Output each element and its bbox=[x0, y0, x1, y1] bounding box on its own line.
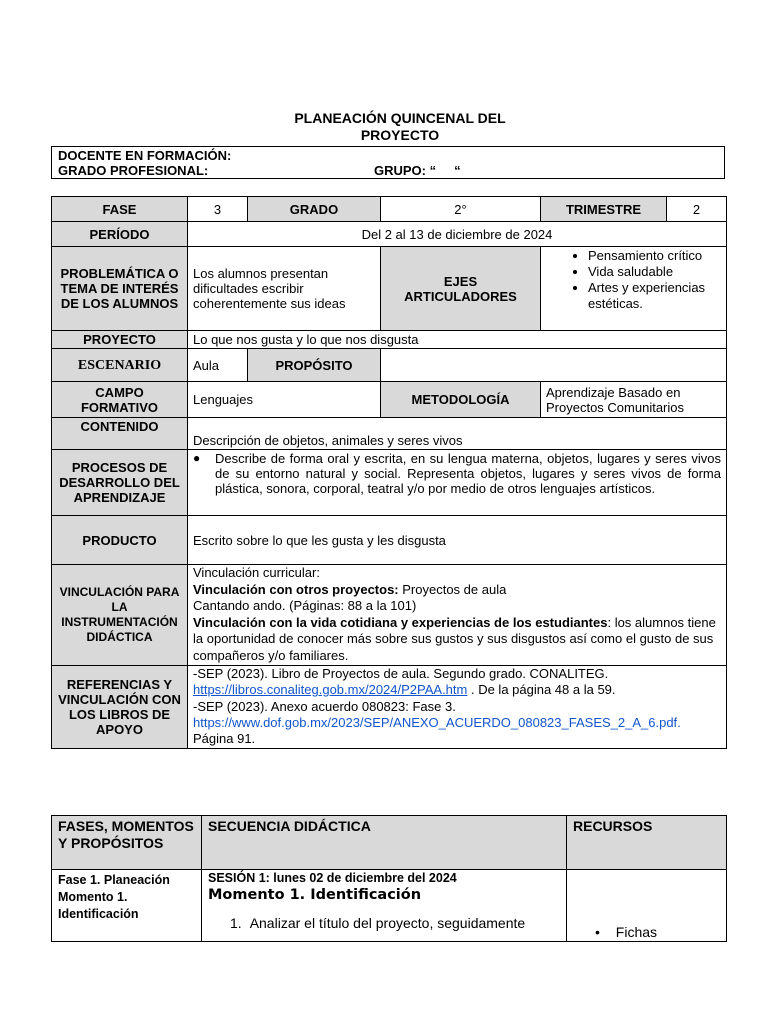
vinculacion-label: VINCULACIÓN PARA LA INSTRUMENTACIÓN DIDÁCTICA bbox=[52, 565, 188, 666]
producto-value: Escrito sobre lo que les gusta y les disgusta bbox=[188, 516, 727, 565]
trimestre-value: 2 bbox=[667, 197, 727, 222]
escenario-value: Aula bbox=[188, 349, 248, 382]
step-number: 1. bbox=[230, 915, 242, 931]
referencias-cell bbox=[188, 666, 727, 749]
sequence-table bbox=[51, 815, 727, 942]
step-text: Analizar el título del proyecto, seguidamente bbox=[249, 915, 526, 931]
ref-libro: -SEP (2023). Libro de Proyectos de aula. Segundo grado. CONALITEG. bbox=[193, 666, 609, 681]
contenido-value: Descripción de objetos, animales y seres vivos bbox=[188, 418, 727, 450]
fase-label: FASE bbox=[52, 197, 188, 222]
recursos-header: RECURSOS bbox=[567, 816, 727, 870]
row-escenario bbox=[52, 349, 727, 382]
vinc-vida-value: : los alumnos tiene la oportunidad de conocer más sobre sus gustos y sus disgustos así como el gusto de sus compañeros y/o familiares. bbox=[193, 614, 716, 663]
grado-profesional-label: GRADO PROFESIONAL: bbox=[58, 163, 209, 178]
ref-anexo: -SEP (2023). Anexo acuerdo 080823: Fase 3. bbox=[193, 698, 456, 714]
title-line-1: PLANEACIÓN QUINCENAL DEL bbox=[294, 110, 506, 126]
trimestre-label: TRIMESTRE bbox=[541, 197, 667, 222]
planning-table bbox=[51, 196, 727, 749]
eje-item: • Artes y experiencias estéticas. bbox=[588, 280, 721, 312]
grupo-label: GRUPO: “ “ bbox=[374, 163, 461, 178]
row-problematica bbox=[52, 247, 727, 331]
docente-box bbox=[51, 146, 725, 179]
ref-pagina: Página 91. bbox=[193, 731, 256, 747]
fase-momento: Fase 1. Planeación Momento 1. Identificación bbox=[52, 870, 202, 942]
row-producto bbox=[52, 516, 727, 565]
campo-label: CAMPO FORMATIVO bbox=[52, 382, 188, 418]
producto-label: PRODUCTO bbox=[52, 516, 188, 565]
grado-label: GRADO bbox=[248, 197, 381, 222]
escenario-label: ESCENARIO bbox=[52, 349, 188, 382]
pda-label: PROCESOS DE DESARROLLO DEL APRENDIZAJE bbox=[52, 450, 188, 516]
secuencia-header: SECUENCIA DIDÁCTICA bbox=[202, 816, 567, 870]
vinc-vida bbox=[193, 615, 721, 665]
pda-value: Describe de forma oral y escrita, en su lengua materna, objetos, lugares y seres vivos de su entorno natural y social. Representa objetos, lugares y seres vivos de forma plástica, sonora, corporal, teatral y/o por medio de otros lenguajes artísticos. bbox=[215, 451, 721, 496]
campo-value: Lenguajes bbox=[188, 382, 381, 418]
row-vinculacion bbox=[52, 565, 727, 666]
row-fase bbox=[52, 197, 727, 222]
ref-pages: . De la página 48 a la 59. bbox=[467, 682, 616, 698]
ejes-list bbox=[546, 248, 721, 312]
proyecto-value: Lo que nos gusta y lo que nos disgusta bbox=[188, 331, 727, 349]
metodologia-label: METODOLOGÍA bbox=[381, 382, 541, 418]
row-pda bbox=[52, 450, 727, 516]
fases-header: FASES, MOMENTOS Y PROPÓSITOS bbox=[52, 816, 202, 870]
proposito-value bbox=[381, 349, 727, 382]
docente-label: DOCENTE EN FORMACIÓN: bbox=[58, 148, 232, 163]
proyecto-label: PROYECTO bbox=[52, 331, 188, 349]
row-campo bbox=[52, 382, 727, 418]
title-line-2: PROYECTO bbox=[360, 127, 440, 143]
row-contenido bbox=[52, 418, 727, 450]
problematica-label: PROBLEMÁTICA O TEMA DE INTERÉS DE LOS ALUMNOS bbox=[52, 247, 188, 331]
sequence-cell bbox=[202, 870, 567, 942]
ref-link-conaliteg[interactable]: https://libros.conaliteg.gob.mx/2024/P2PAA.htm bbox=[193, 682, 468, 698]
resources-cell bbox=[567, 870, 727, 942]
vinc-proyectos-value: Proyectos de aula bbox=[398, 581, 507, 597]
row-periodo bbox=[52, 222, 727, 247]
metodologia-value: Aprendizaje Basado en Proyectos Comunitarios bbox=[541, 382, 727, 418]
row-referencias bbox=[52, 666, 727, 749]
sequence-header-row bbox=[52, 816, 727, 870]
periodo-value: Del 2 al 13 de diciembre de 2024 bbox=[188, 222, 727, 247]
ref-link1-line bbox=[193, 682, 721, 698]
ejes-list-cell bbox=[541, 247, 727, 331]
vinc-curricular: Vinculación curricular: bbox=[193, 565, 320, 580]
vinc-vida-label: Vinculación con la vida cotidiana y experiencias de los estudiantes bbox=[193, 614, 608, 630]
eje-item: • Pensamiento crítico bbox=[588, 248, 721, 264]
fase-value: 3 bbox=[188, 197, 248, 222]
vinc-cantando: Cantando ando. (Páginas: 88 a la 101) bbox=[193, 598, 417, 613]
sequence-row bbox=[52, 870, 727, 942]
periodo-label: PERÍODO bbox=[52, 222, 188, 247]
bullet-icon: • bbox=[595, 924, 600, 940]
row-proyecto bbox=[52, 331, 727, 349]
resource-item: Fichas bbox=[615, 924, 658, 940]
session-title: SESIÓN 1: lunes 02 de diciembre del 2024 bbox=[208, 871, 457, 885]
proposito-label: PROPÓSITO bbox=[248, 349, 381, 382]
vinc-proyectos bbox=[193, 582, 721, 599]
step-item bbox=[208, 915, 560, 931]
grado-value: 2° bbox=[381, 197, 541, 222]
document-title bbox=[0, 110, 768, 144]
referencias-label: REFERENCIAS Y VINCULACIÓN CON LOS LIBROS DE APOYO bbox=[52, 666, 188, 749]
contenido-label: CONTENIDO bbox=[52, 418, 188, 450]
ref-link-dof[interactable]: https://www.dof.gob.mx/2023/SEP/ANEXO_ACUERDO_080823_FASES_2_A_6.pdf. bbox=[193, 714, 681, 730]
vinculacion-cell bbox=[188, 565, 727, 666]
eje-item: • Vida saludable bbox=[588, 264, 721, 280]
moment-title: Momento 1. Identificación bbox=[208, 887, 422, 903]
vinc-proyectos-label: Vinculación con otros proyectos: bbox=[193, 581, 399, 597]
bullet-icon: ● bbox=[193, 451, 201, 465]
problematica-value: Los alumnos presentan dificultades escribir coherentemente sus ideas bbox=[188, 247, 381, 331]
pda-cell bbox=[188, 450, 727, 516]
ejes-label: EJES ARTICULADORES bbox=[381, 247, 541, 331]
